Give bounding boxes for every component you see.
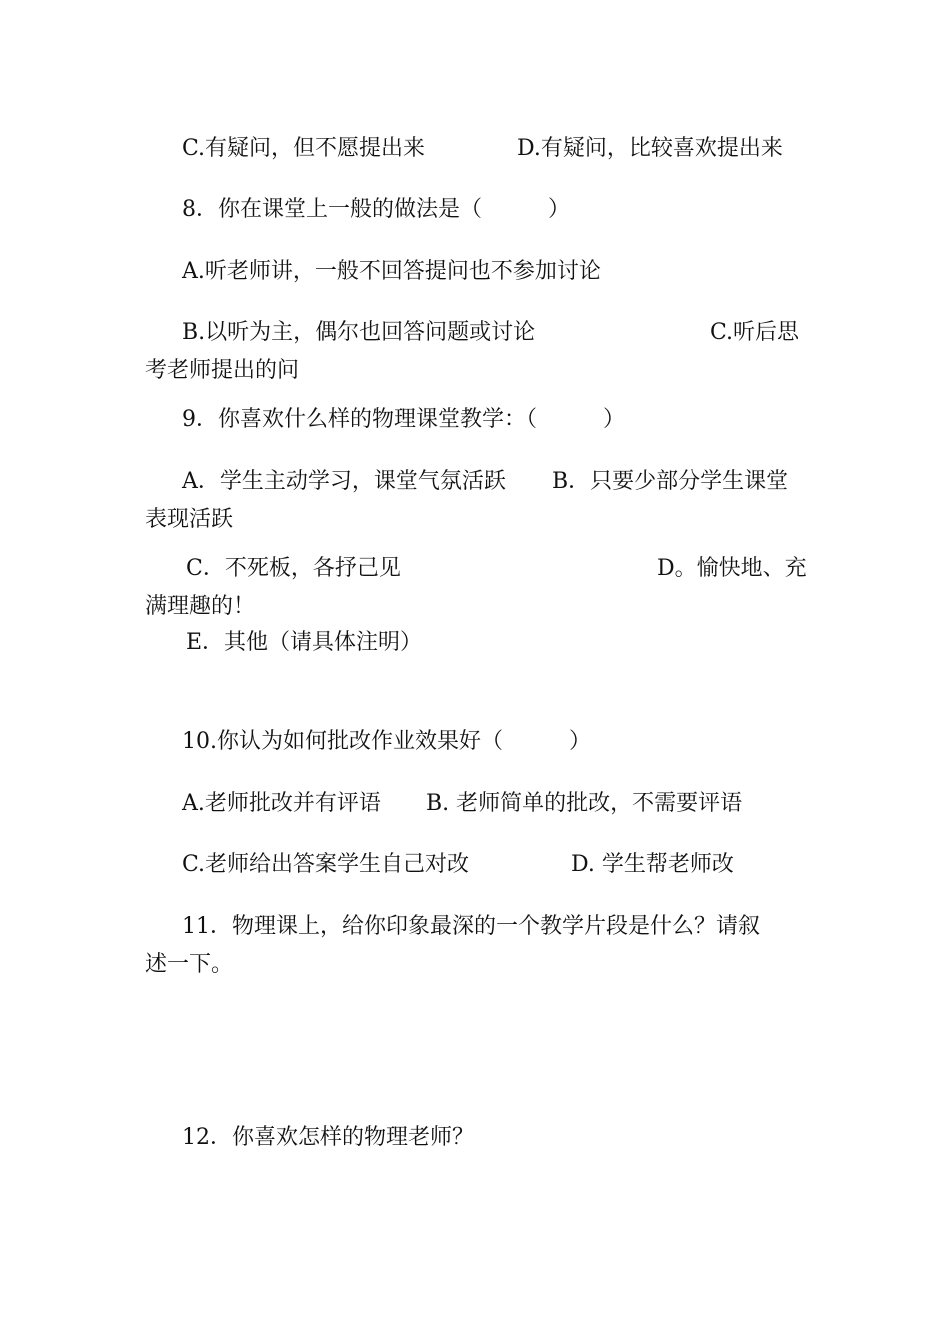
q8-option-c-part1: C.听后思 (710, 320, 800, 345)
q12-question: 12．你喜欢怎样的物理老师？ (182, 1125, 474, 1150)
q10-option-a: A.老师批改并有评语 (182, 791, 381, 816)
q9-option-b-part2: 表现活跃 (145, 507, 234, 532)
q10-option-d: D. 学生帮老师改 (571, 852, 734, 877)
q9-option-e: E．其他（请具体注明） (186, 630, 423, 655)
q9-question: 9．你喜欢什么样的物理课堂教学：（ ） (182, 407, 625, 432)
q11-question-line2: 述一下。 (145, 952, 234, 977)
q8-option-c-part2: 考老师提出的问 (145, 358, 300, 383)
q10-question: 10.你认为如何批改作业效果好（ ） (182, 729, 591, 754)
q9-option-a: A．学生主动学习，课堂气氛活跃 (182, 469, 506, 494)
q9-option-b-part1: B．只要少部分学生课堂 (552, 469, 789, 494)
q8-option-a: A.听老师讲，一般不回答提问也不参加讨论 (182, 259, 601, 284)
q11-question-line1: 11．物理课上，给你印象最深的一个教学片段是什么？请叙 (182, 914, 760, 939)
q7-option-d: D.有疑问，比较喜欢提出来 (517, 136, 783, 161)
q7-option-c: C.有疑问，但不愿提出来 (182, 136, 426, 161)
q10-option-c: C.老师给出答案学生自己对改 (182, 852, 470, 877)
q9-option-d-part2: 满理趣的！ (145, 594, 256, 619)
q9-option-c: C．不死板，各抒己见 (186, 556, 401, 581)
q9-option-d-part1: D。愉快地、充 (657, 556, 807, 581)
q10-option-b: B. 老师简单的批改，不需要评语 (426, 791, 743, 816)
q8-option-b: B.以听为主，偶尔也回答问题或讨论 (182, 320, 536, 345)
q8-question: 8．你在课堂上一般的做法是（ ） (182, 197, 570, 222)
